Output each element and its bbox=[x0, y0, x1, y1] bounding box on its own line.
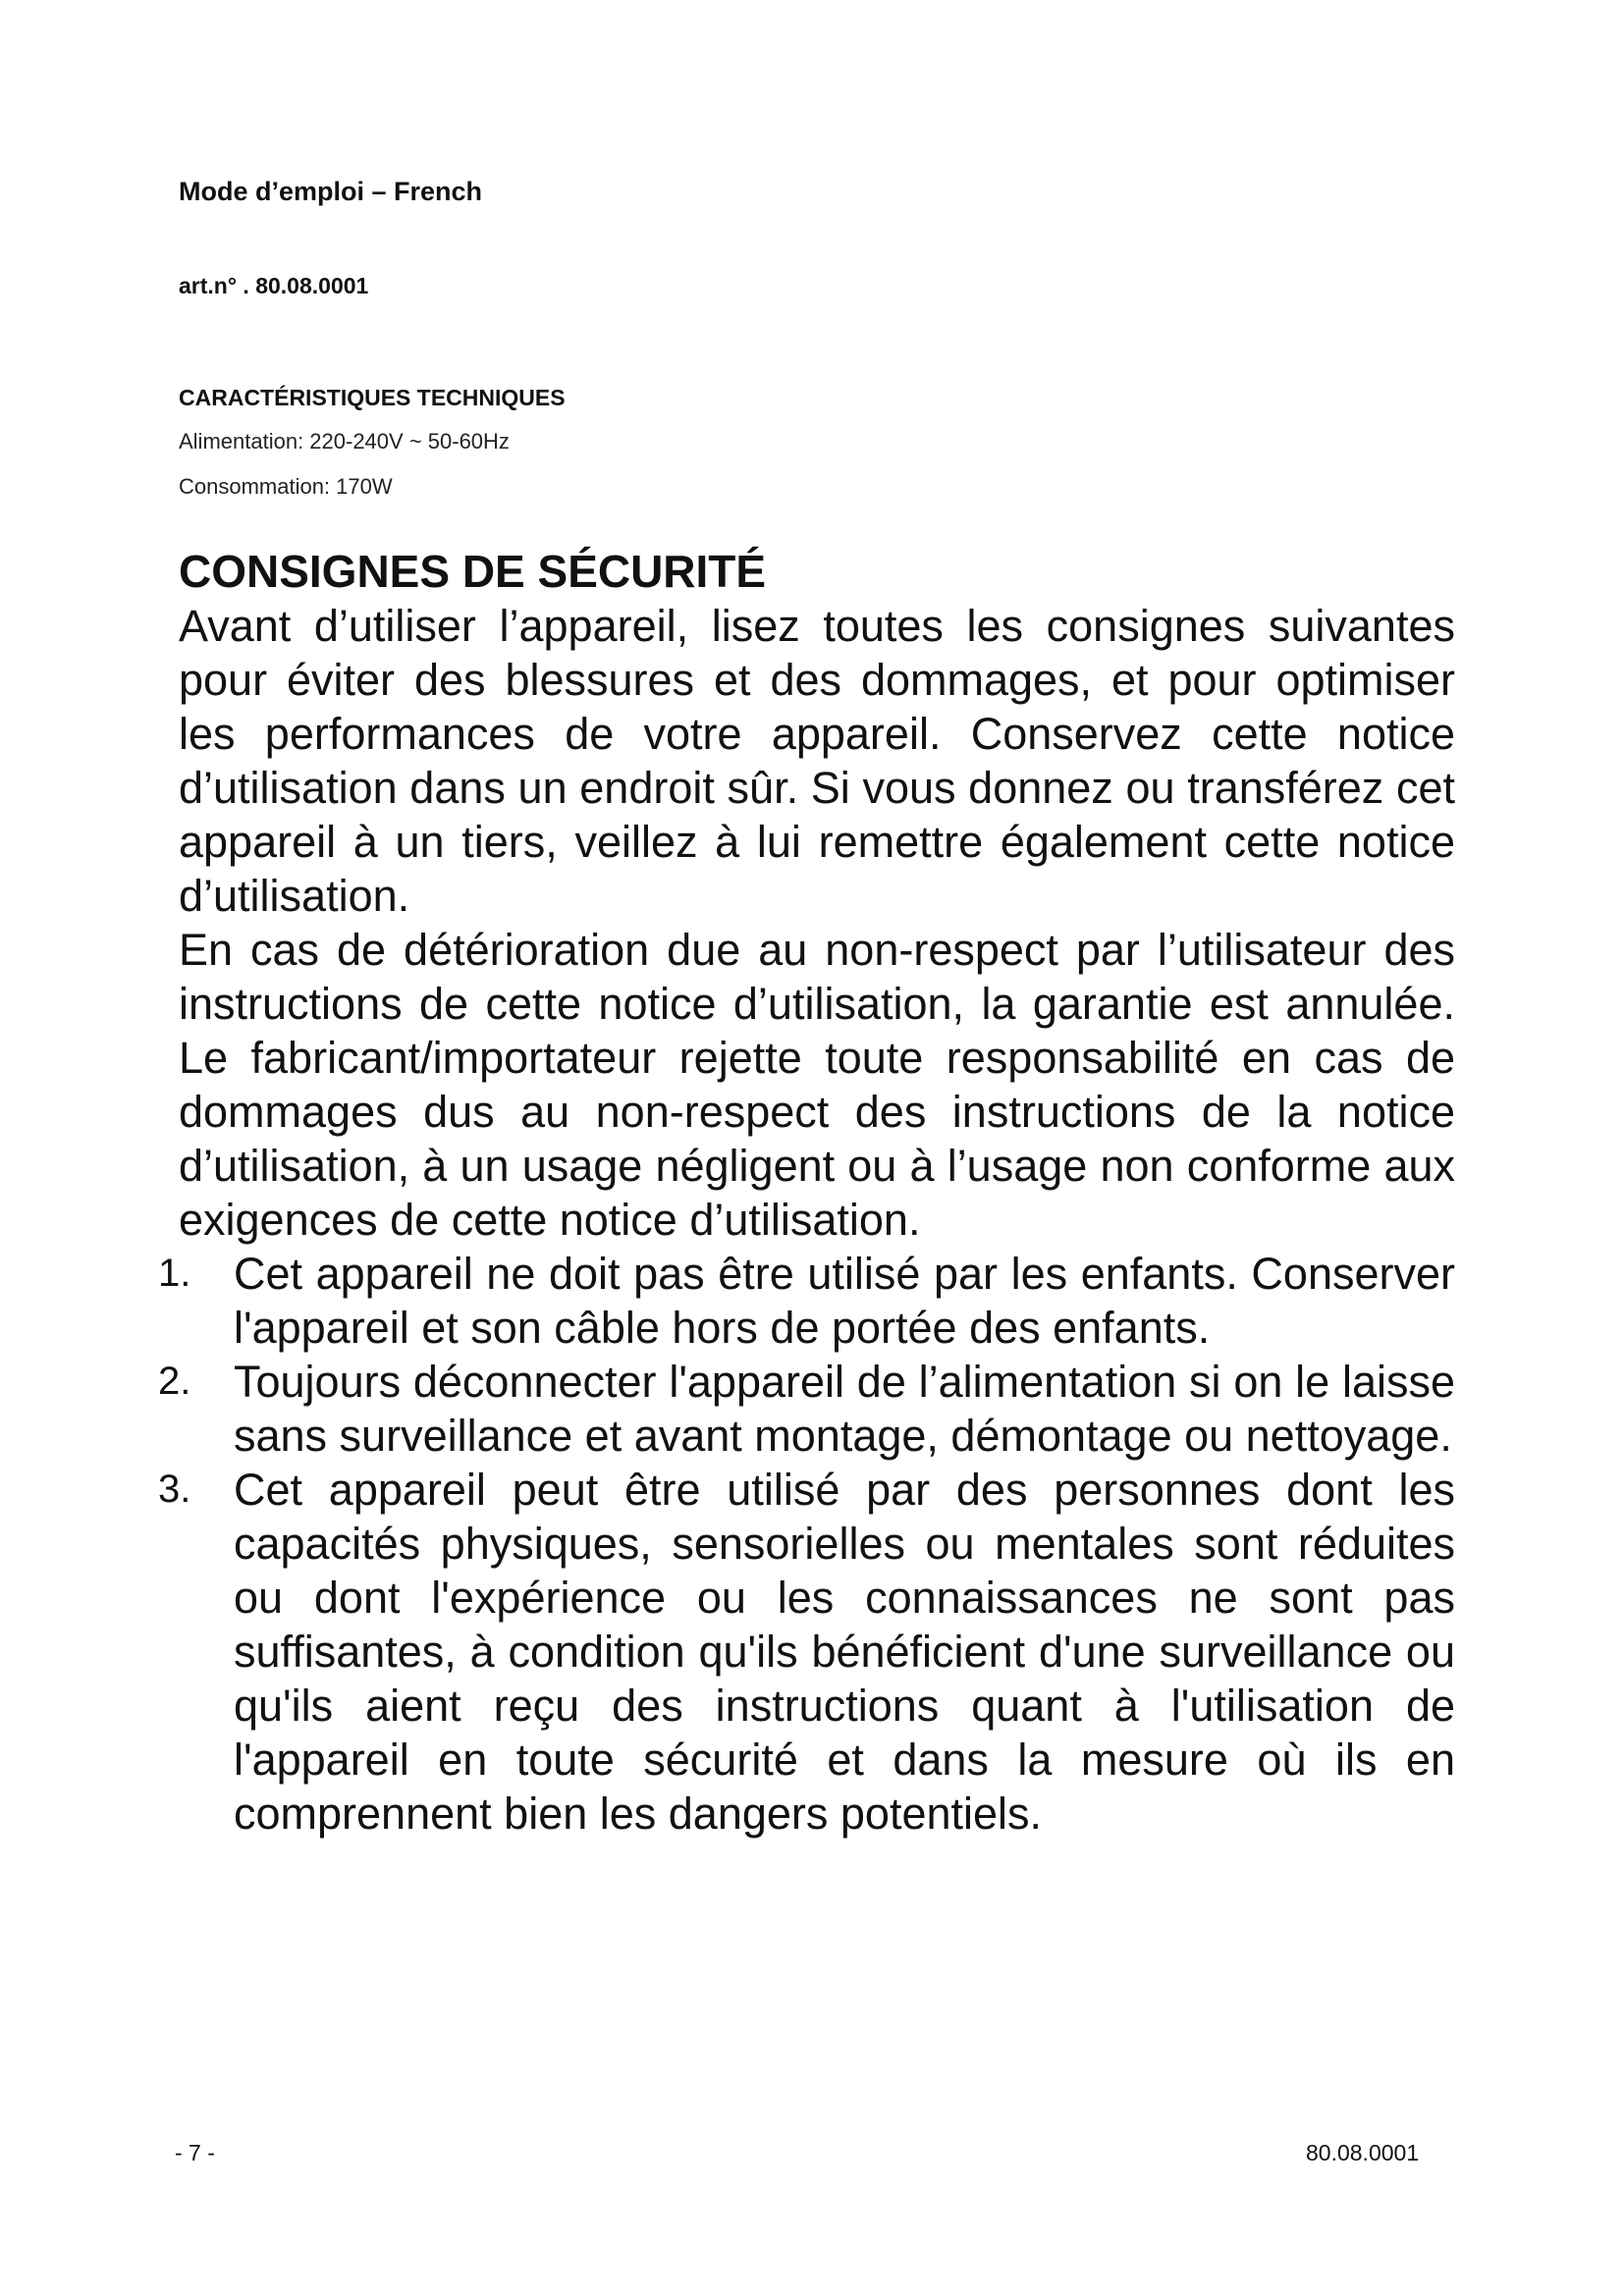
technical-specs-section bbox=[179, 376, 566, 509]
intro-paragraph: Avant d’utiliser l’appareil, lisez toutes les consignes suivantes pour éviter des blessures et des dommages, et pour optimiser les performances de votre appareil. Conservez cette notice d’utilisation dans un endroit sûr. Si vous donnez ou transférez cet appareil à un tiers, veillez à lui remettre également cette notice d’utilisation. bbox=[179, 601, 1455, 921]
list-item-text: Cet appareil peut être utilisé par des personnes dont les capacités physiques, sensorielles ou mentales sont réduites ou dont l'expérience ou les connaissances ne sont pas suffisantes, à condition qu'ils bénéficient d'une surveillance ou qu'ils aient reçu des instructions quant à l'utilisation de l'appareil en toute sécurité et dans la mesure où ils en comprennent bien les dangers potentiels. bbox=[234, 1465, 1455, 1839]
safety-list bbox=[158, 1247, 1455, 1841]
document-title: Mode d’emploi – French bbox=[179, 177, 483, 206]
power-supply-spec: Alimentation: 220-240V ~ 50-60Hz bbox=[179, 429, 510, 454]
list-item bbox=[158, 1355, 1455, 1463]
list-item-number: 2. bbox=[158, 1360, 191, 1403]
footer-article-number: 80.08.0001 bbox=[1306, 2140, 1420, 2165]
page-number: - 7 - bbox=[175, 2140, 215, 2165]
technical-specs-heading: CARACTÉRISTIQUES TECHNIQUES bbox=[179, 385, 566, 410]
safety-instructions-title: CONSIGNES DE SÉCURITÉ bbox=[179, 546, 767, 597]
list-item-text: Cet appareil ne doit pas être utilisé par les enfants. Conserver l'appareil et son câble hors de portée des enfants. bbox=[234, 1249, 1455, 1353]
list-item-number: 1. bbox=[158, 1252, 191, 1295]
article-number: art.n° . 80.08.0001 bbox=[179, 273, 369, 298]
list-item bbox=[158, 1247, 1455, 1355]
safety-instructions-body bbox=[158, 599, 1455, 1841]
list-item-text: Toujours déconnecter l'appareil de l’alimentation si on le laisse sans surveillance et avant montage, démontage ou nettoyage. bbox=[234, 1357, 1455, 1461]
consumption-spec: Consommation: 170W bbox=[179, 474, 393, 499]
list-item-number: 3. bbox=[158, 1468, 191, 1511]
warranty-paragraph: En cas de détérioration due au non-respect par l’utilisateur des instructions de cette notice d’utilisation, la garantie est annulée. Le fabricant/importateur rejette toute responsabilité en cas de dommages dus au non-respect des instructions de la notice d’utilisation, à un usage négligent ou à l’usage non conforme aux exigences de cette notice d’utilisation. bbox=[179, 925, 1455, 1245]
list-item bbox=[158, 1463, 1455, 1841]
